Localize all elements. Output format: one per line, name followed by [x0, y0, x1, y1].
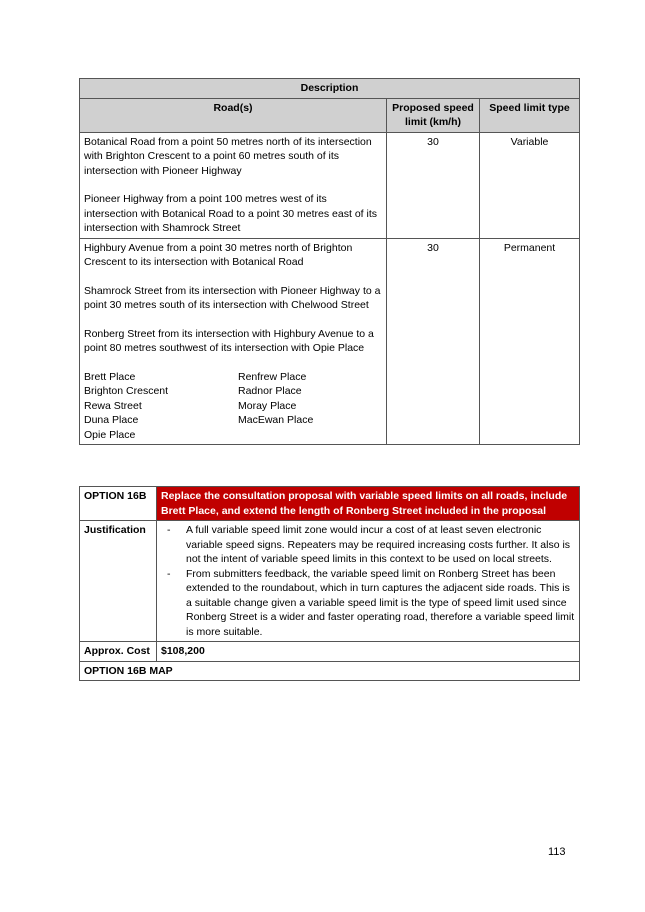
road-description: Pioneer Highway from a point 100 metres west of its intersection with Botanical Road to a point 30 metres east of its intersection with Shamrock Street — [84, 193, 377, 234]
bullet-marker: - — [167, 567, 171, 580]
road-description: Highbury Avenue from a point 30 metres north of Brighton Crescent to its intersection with Botanical Road — [84, 241, 353, 268]
map-label: OPTION 16B MAP — [80, 661, 580, 681]
street-name: Rewa Street — [84, 399, 142, 412]
street-name: Brighton Crescent — [84, 385, 169, 397]
option-label: OPTION 16B — [80, 487, 157, 521]
justification-cell — [157, 521, 580, 642]
road-speed-table — [79, 78, 580, 445]
road-description: Botanical Road from a point 50 metres north of its intersection with Brighton Crescent to a point 60 metres south of its intersection with Pioneer Highway — [84, 135, 372, 177]
cost-value: $108,200 — [157, 642, 580, 662]
street-name: Moray Place — [238, 399, 297, 412]
roads-cell — [80, 132, 387, 238]
justification-text: From submitters feedback, the variable speed limit on Ronberg Street has been extended to the roundabout, which in turn captures the adjacent side roads. This is a suitable change given a variable speed limit is the type of speed limit used since Ronberg Street is a wider and faster operating road, therefore a variable speed limit is more suitable. — [186, 567, 575, 638]
street-name: Opie Place — [84, 428, 136, 441]
cost-label: Approx. Cost — [80, 642, 157, 662]
street-name: MacEwan Place — [238, 414, 314, 426]
speed-header: Proposed speed limit (km/h) — [387, 98, 480, 132]
road-description: Shamrock Street from its intersection with Pioneer Highway to a point 30 metres south of its intersection with Chelwood Street — [84, 284, 381, 311]
roads-header: Road(s) — [80, 98, 387, 132]
street-name: Duna Place — [84, 414, 139, 426]
speed-cell: 30 — [387, 238, 480, 445]
justification-text: A full variable speed limit zone would incur a cost of at least seven electronic variable speed signs. Repeaters may be required increasing costs further. It also is not the intent of variable speed limits in this context to be used on local streets. — [186, 524, 571, 565]
option-summary: Replace the consultation proposal with variable speed limits on all roads, include Brett Place, and extend the length of Ronberg Street included in the proposal — [157, 487, 580, 521]
type-header: Speed limit type — [480, 98, 580, 132]
speed-cell: 30 — [387, 132, 480, 238]
table-row — [80, 132, 580, 238]
list-item — [161, 567, 575, 640]
bullet-marker: - — [167, 524, 171, 536]
type-cell: Variable — [480, 132, 580, 238]
list-item — [161, 523, 575, 567]
road-description: Ronberg Street from its intersection with Highbury Avenue to a point 80 metres southwest of its intersection with Opie Place — [84, 327, 374, 354]
page-number: 113 — [548, 846, 566, 858]
table-row — [80, 238, 580, 445]
option-table — [79, 486, 580, 681]
table-title: Description — [80, 79, 580, 99]
type-cell: Permanent — [480, 238, 580, 445]
roads-cell — [80, 238, 387, 445]
justification-label: Justification — [80, 521, 157, 642]
street-name: Brett Place — [84, 370, 136, 383]
street-list — [84, 370, 382, 443]
street-name: Renfrew Place — [238, 370, 307, 383]
street-name: Radnor Place — [238, 385, 302, 397]
